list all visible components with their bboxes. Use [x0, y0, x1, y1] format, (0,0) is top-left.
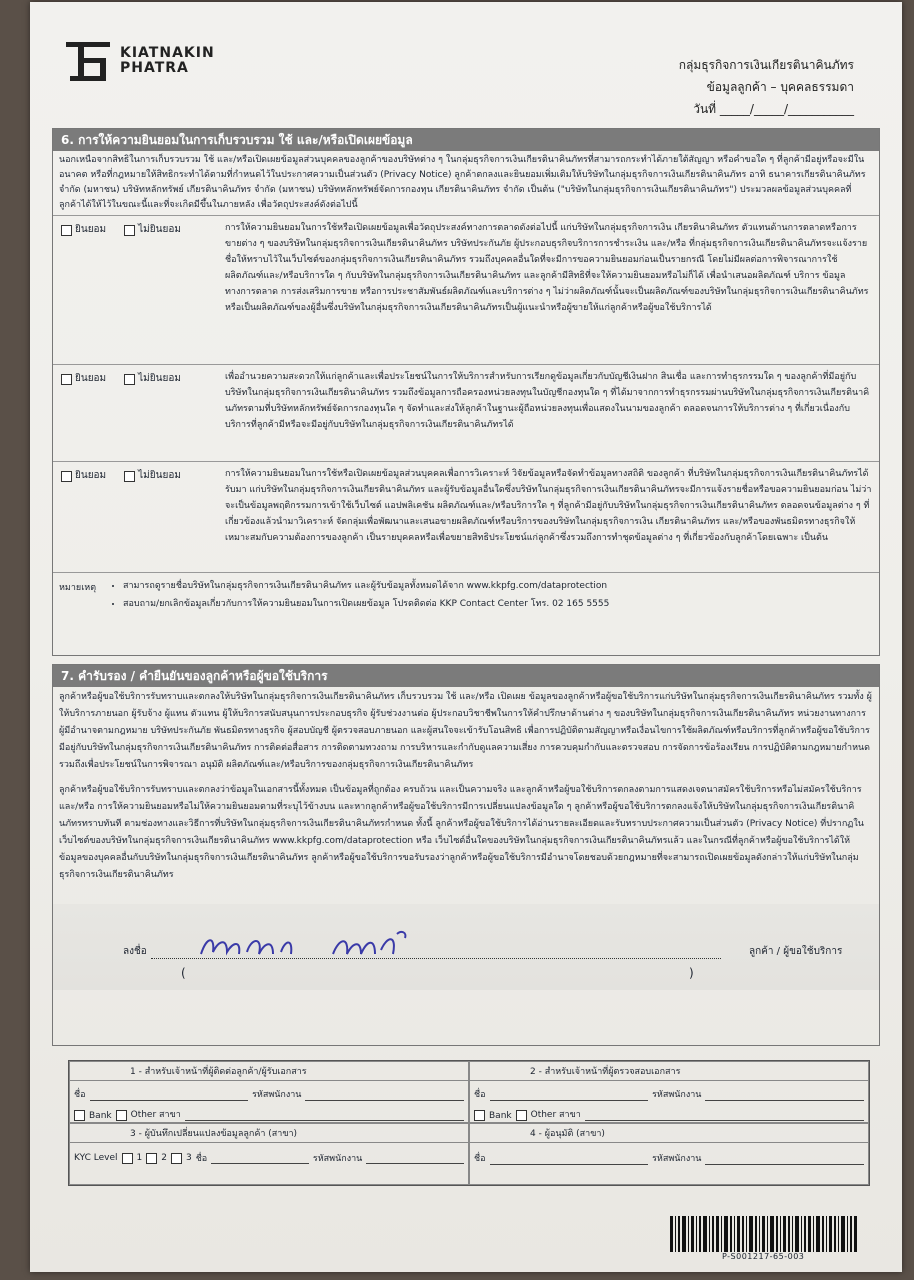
brand-logo [64, 38, 215, 84]
signature-area [53, 904, 879, 990]
staff-code-field[interactable] [705, 1090, 864, 1101]
sign-label: ลงชื่อ [123, 946, 147, 957]
checkbox-icon [124, 374, 135, 385]
notes-label: หมายเหตุ [59, 583, 97, 593]
other-branch-checkbox[interactable] [116, 1110, 127, 1121]
consent-label: ยินยอม [75, 470, 107, 481]
kyc-level-2-checkbox[interactable] [146, 1153, 157, 1164]
decline-checkbox[interactable] [124, 468, 181, 484]
form-header [679, 54, 854, 120]
section-6-consent [52, 128, 880, 656]
decline-label: ไม่ยินยอม [138, 470, 181, 481]
decline-checkbox[interactable] [124, 371, 181, 387]
staff-code-field[interactable] [705, 1154, 864, 1165]
form-title: ข้อมูลลูกค้า – บุคคลธรรมดา [706, 80, 854, 94]
staff-box-2-title: 2 - สำหรับเจ้าหน้าที่ผู้ตรวจสอบเอกสาร [470, 1062, 868, 1081]
consent-text-account-info: เพื่ออำนวยความสะดวกให้แก่ลูกค้าและเพื่อประโยชน์ในการให้บริการสำหรับการเรียกดูข้อมูลเกี่ยวกับบัญชีเงินฝาก สินเชื่อ และการทำธุรกรรมใด ๆ ของลูกค้าที่มีอยู่กับบริษัทในกลุ่มธุรกิจการเงินเกียรตินาคินภัทร รวมถึงข้อมูลการถือครองหน่วยลงทุนในบัญชีกองทุนใด ๆ ที่ได้มาจากการทำธุรกรรมผ่านบริษัทในกลุ่มธุรกิจการเงินเกียรตินาคินภัทรตามที่บริษัทหลักทรัพย์จัดการกองทุนใด ๆ จัดทำและส่งให้ลูกค้าในฐานะผู้ถือหน่วยลงทุนเพื่อแสดงในนามของลูกค้า ตลอดจนการให้บริการต่าง ๆ ที่เกี่ยวเนื่องกับบริการที่ลูกค้ามีหรือจะมีอยู่กับบริษัทในกลุ่มธุรกิจการเงินเกียรตินาคินภัทรได้ [225, 372, 870, 430]
staff-box-1 [69, 1061, 469, 1123]
brand-line-1: KIATNAKIN [120, 45, 215, 61]
consent-row-analytics [53, 461, 879, 572]
decline-label: ไม่ยินยอม [138, 373, 181, 384]
date-field[interactable]: วันที่ _____/_____/___________ [693, 102, 854, 116]
kyc-level-1-label: 1 [136, 1153, 143, 1163]
note-item: • สามารถดูรายชื่อบริษัทในกลุ่มธุรกิจการเงินเกียรตินาคินภัทร และผู้รับข้อมูลทั้งหมดได้จาก www.kkpfg.com/dataprotection [123, 577, 873, 595]
kkp-logo-icon [64, 38, 112, 84]
section-6-notes [53, 572, 879, 615]
decline-label: ไม่ยินยอม [138, 224, 181, 235]
staff-box-3-title: 3 - ผู้บันทึกเปลี่ยนแปลงข้อมูลลูกค้า (สาขา) [70, 1124, 468, 1143]
consent-label: ยินยอม [75, 224, 107, 235]
kyc-level-label: KYC Level [74, 1153, 118, 1163]
checkbox-icon [61, 374, 72, 385]
kyc-level-3-label: 3 [185, 1153, 192, 1163]
brand-line-2: PHATRA [120, 60, 189, 76]
consent-text-marketing: การให้ความยินยอมในการใช้หรือเปิดเผยข้อมูลเพื่อวัตถุประสงค์ทางการตลาดดังต่อไปนี้ แก่บริษัทในกลุ่มธุรกิจการเงิน เกียรตินาคินภัทร ตัวแทนด้านการตลาดหรือการขายต่าง ๆ ของบริษัทในกลุ่มธุรกิจการเงินเกียรตินาคินภัทร บริษัทประกันภัย ผู้ประกอบธุรกิจบริการการชำระเงิน และ/หรือ ที่กลุ่มธุรกิจการเงินเกียรตินาคินภัทรจะแจ้งรายชื่อให้ทราบไว้ในเว็บไซต์ของกลุ่มธุรกิจการเงินเกียรตินาคินภัทร รวมถึงบุคคลอื่นใดที่จะมีการขอความยินยอมก่อนเป็นรายกรณี โดยไม่มีผลต่อการพิจารณาการใช้ผลิตภัณฑ์และ/หรือบริการใด ๆ กับบริษัทในกลุ่มธุรกิจการเงินเกียรตินาคินภัทร และลูกค้ามีสิทธิที่จะให้ความยินยอมหรือไม่ก็ได้ เพื่อนำเสนอผลิตภัณฑ์ บริการ ข้อมูลทางการตลาด การส่งเสริมการขาย หรือการประชาสัมพันธ์ผลิตภัณฑ์และบริการต่าง ๆ ไม่ว่าผลิตภัณฑ์นั้นจะเป็นผลิตภัณฑ์ของบริษัทในกลุ่มธุรกิจการเงินเกียรตินาคินภัทร หรือเป็นผลิตภัณฑ์ของผู้อื่นซึ่งบริษัทในกลุ่มธุรกิจการเงินเกียรตินาคินภัทรเป็นผู้แนะนำหรือผู้ขายให้แก่ลูกค้าหรือผู้ขอใช้บริการได้ [225, 223, 869, 313]
staff-box-1-title: 1 - สำหรับเจ้าหน้าที่ผู้ติดต่อลูกค้า/ผู้รับเอกสาร [70, 1062, 468, 1081]
other-branch-label: Other สาขา [130, 1110, 181, 1120]
section-6-title: 6. การให้ความยินยอมในการเก็บรวบรวม ใช้ และ/หรือเปิดเผยข้อมูล [53, 129, 879, 151]
consent-label: ยินยอม [75, 373, 107, 384]
signer-role: ลูกค้า / ผู้ขอใช้บริการ [749, 946, 843, 957]
other-branch-checkbox[interactable] [516, 1110, 527, 1121]
staff-code-label: รหัสพนักงาน [252, 1090, 302, 1100]
checkbox-icon [61, 471, 72, 482]
staff-code-field[interactable] [305, 1090, 464, 1101]
name-field[interactable] [90, 1090, 249, 1101]
handwritten-signature [193, 926, 433, 966]
consent-checkbox[interactable] [61, 468, 106, 484]
staff-box-2 [469, 1061, 869, 1123]
kyc-level-2-label: 2 [161, 1153, 167, 1163]
name-field[interactable] [490, 1090, 649, 1101]
name-label: ชื่อ [195, 1154, 208, 1164]
consent-checkbox[interactable] [61, 222, 106, 238]
checkbox-icon [61, 225, 72, 236]
group-name: กลุ่มธุรกิจการเงินเกียรตินาคินภัทร [678, 58, 854, 72]
name-field[interactable] [490, 1154, 649, 1165]
staff-code-field[interactable] [366, 1153, 464, 1164]
form-page [30, 2, 902, 1272]
staff-box-4-title: 4 - ผู้อนุมัติ (สาขา) [470, 1124, 868, 1143]
section-6-intro: นอกเหนือจากสิทธิในการเก็บรวบรวม ใช้ และ/หรือเปิดเผยข้อมูลส่วนบุคคลของลูกค้าของบริษัทต่าง ๆ ในกลุ่มธุรกิจการเงินเกียรตินาคินภัทรที่สามารถกระทำได้ภายใต้สัญญา หรือคำขอใด ๆ ที่ลูกค้ามีอยู่หรือจะมีในอนาคต หรือที่กฎหมายให้สิทธิกระทำได้ตามที่กำหนดไว้ในประกาศความเป็นส่วนตัว (Privacy Notice) ลูกค้าตกลงและยินยอมเพิ่มเติมให้บริษัทในกลุ่มธุรกิจการเงินเกียรตินาคินภัทร อาทิ ธนาคารเกียรตินาคินภัทร จำกัด (มหาชน) บริษัทหลักทรัพย์ เกียรตินาคินภัทร จำกัด (มหาชน) บริษัทหลักทรัพย์จัดการกองทุน เกียรตินาคินภัทร จำกัด เป็นต้น ("บริษัทในกลุ่มธุรกิจการเงินเกียรตินาคินภัทร") ประมวลผลข้อมูลส่วนบุคคลที่ลูกค้าได้ให้ไว้ในขณะนี้และที่จะเกิดมีขึ้นในภายหลัง เพื่อวัตถุประสงค์ดังต่อไปนี้ [59, 155, 866, 210]
declaration-paragraph-1: ลูกค้าหรือผู้ขอใช้บริการรับทราบและตกลงให้บริษัทในกลุ่มธุรกิจการเงินเกียรตินาคินภัทร เก็บรวบรวม ใช้ และ/หรือ เปิดเผย ข้อมูลของลูกค้าหรือผู้ขอใช้บริการแก่บริษัทในกลุ่มธุรกิจการเงินเกียรตินาคินภัทร รวมทั้ง ผู้ให้บริการภายนอก ผู้รับจ้าง ผู้แทน ตัวแทน ผู้ให้บริการสนับสนุนการประกอบธุรกิจ ผู้รับช่วงงานต่อ ผู้ประกอบวิชาชีพในการให้คำปรึกษาด้านต่าง ๆ ของบริษัทในกลุ่มธุรกิจการเงินเกียรตินาคินภัทร หน่วยงานทางการ ผู้มีอำนาจตามกฎหมาย บริษัทประกันภัย พันธมิตรทางธุรกิจ ผู้สอบบัญชี ผู้ตรวจสอบภายนอก และผู้สนใจจะเข้ารับโอนสิทธิ เพื่อการปฏิบัติตามสัญญาหรือเงื่อนไขการใช้ผลิตภัณฑ์หรือบริการที่ลูกค้าหรือผู้ขอใช้บริการมีอยู่กับบริษัทในกลุ่มธุรกิจการเงินเกียรตินาคินภัทร การติดต่อสื่อสาร การติดตามทวงถาม การบริหารและกำกับดูแลความเสี่ยง การควบคุมกำกับและตรวจสอบ การจัดการข้อร้องเรียน การปฏิบัติตามกฎหมายกำหนด รวมถึงเพื่อประโยชน์ในการพิจารณา อนุมัติ ผลิตภัณฑ์และ/หรือบริการของกลุ่มธุรกิจการเงินเกียรตินาคินภัทร [59, 692, 872, 770]
other-branch-label: Other สาขา [530, 1110, 581, 1120]
note-item: • สอบถาม/ยกเลิกข้อมูลเกี่ยวกับการให้ความยินยอมในการเปิดเผยข้อมูล โปรดติดต่อ KKP Contact Center โทร. 02 165 5555 [123, 595, 873, 613]
name-label: ชื่อ [474, 1154, 486, 1164]
decline-checkbox[interactable] [124, 222, 181, 238]
consent-row-account-info [53, 364, 879, 461]
staff-box-3 [69, 1123, 469, 1185]
name-label: ชื่อ [474, 1090, 486, 1100]
printed-name-open: ( [181, 966, 186, 980]
barcode-icon [670, 1216, 860, 1252]
name-field[interactable] [211, 1153, 309, 1164]
bank-label: Bank [89, 1111, 112, 1121]
section-7-title: 7. คำรับรอง / คำยืนยันของลูกค้าหรือผู้ขอใช้บริการ [53, 665, 879, 687]
consent-checkbox[interactable] [61, 371, 106, 387]
bank-label: Bank [489, 1111, 512, 1121]
staff-use-table [68, 1060, 870, 1186]
form-code: P-S001217-65-003 [722, 1252, 805, 1261]
staff-code-label: รหัสพนักงาน [652, 1154, 702, 1164]
staff-code-label: รหัสพนักงาน [652, 1090, 702, 1100]
kyc-level-3-checkbox[interactable] [171, 1153, 182, 1164]
section-7-declaration [52, 664, 880, 1046]
section-7-body [53, 687, 879, 894]
staff-box-4 [469, 1123, 869, 1185]
printed-name-close: ) [689, 966, 694, 980]
kyc-level-1-checkbox[interactable] [122, 1153, 133, 1164]
consent-text-analytics: การให้ความยินยอมในการใช้หรือเปิดเผยข้อมูลส่วนบุคคลเพื่อการวิเคราะห์ วิจัยข้อมูลหรือจัดทำข้อมูลทางสถิติ ของลูกค้า ที่บริษัทในกลุ่มธุรกิจการเงินเกียรตินาคินภัทรได้รับมา แก่บริษัทในกลุ่มธุรกิจการเงินเกียรตินาคินภัทร และผู้รับข้อมูลอื่นใดซึ่งบริษัทในกลุ่มธุรกิจการเงินเกียรตินาคินภัทรจะมีการแจ้งรายชื่อหรือขอความยินยอมก่อน ไม่ว่าจะเป็นข้อมูลพฤติกรรมการเข้าใช้เว็บไซต์ แอปพลิเคชัน ผลิตภัณฑ์และ/หรือบริการใด ๆ ที่ลูกค้ามีอยู่กับบริษัทในกลุ่มธุรกิจการเงินเกียรตินาคินภัทร ตลอดจนข้อมูลต่าง ๆ ที่เกี่ยวข้องแล้วนำมาวิเคราะห์ จัดกลุ่มเพื่อพัฒนาและเสนอขายผลิตภัณฑ์หรือบริการของบริษัทในกลุ่มธุรกิจการเงิน เกียรตินาคินภัทร และ/หรือของพันธมิตรทางธุรกิจให้เหมาะสมกับความต้องการของลูกค้า เป็นรายบุคคลหรือเพื่อขยายสิทธิประโยชน์แก่ลูกค้าซึ่งรวมถึงการทำชุดข้อมูลต่าง ๆ ที่เกี่ยวข้องกับลูกค้าโดยเฉพาะ เป็นต้น [225, 469, 872, 543]
staff-code-label: รหัสพนักงาน [312, 1154, 363, 1164]
name-label: ชื่อ [74, 1090, 86, 1100]
checkbox-icon [124, 471, 135, 482]
bank-checkbox[interactable] [474, 1110, 485, 1121]
branch-field[interactable] [585, 1110, 864, 1121]
branch-field[interactable] [185, 1110, 464, 1121]
checkbox-icon [124, 225, 135, 236]
consent-row-marketing [53, 215, 879, 364]
brand-name [120, 46, 215, 76]
bank-checkbox[interactable] [74, 1110, 85, 1121]
declaration-paragraph-2: ลูกค้าหรือผู้ขอใช้บริการรับทราบและตกลงว่าข้อมูลในเอกสารนี้ทั้งหมด เป็นข้อมูลที่ถูกต้อง ครบถ้วน และเป็นความจริง และลูกค้าหรือผู้ขอใช้บริการตกลงตามการแสดงเจตนาสมัครใช้บริการหรือไม่สมัครใช้บริการ และ/หรือ การให้ความยินยอมหรือไม่ให้ความยินยอมตามที่ระบุไว้ข้างบน และหากลูกค้าหรือผู้ขอใช้บริการมีการเปลี่ยนแปลงข้อมูลใด ๆ ลูกค้าหรือผู้ขอใช้บริการตกลงแจ้งให้บริษัทในกลุ่มธุรกิจการเงินเกียรตินาคินภัทรทราบทันที ตามช่องทางและวิธีการที่บริษัทในกลุ่มธุรกิจการเงินเกียรตินาคินภัทรกำหนด ทั้งนี้ ลูกค้าหรือผู้ขอใช้บริการได้อ่านรายละเอียดและรับทราบประกาศความเป็นส่วนตัว (Privacy Notice) ที่ปรากฏในเว็บไซต์ของบริษัทในกลุ่มธุรกิจการเงินเกียรตินาคินภัทร www.kkpfg.com/dataprotection หรือ เว็บไซต์อื่นใดของบริษัทในกลุ่มธุรกิจการเงินเกียรตินาคินภัทรแล้ว และในกรณีที่ลูกค้าหรือผู้ขอใช้บริการได้ให้ข้อมูลของบุคคลอื่นกับบริษัทในกลุ่มธุรกิจการเงินเกียรตินาคินภัทร ลูกค้าหรือผู้ขอใช้บริการขอรับรองว่าลูกค้าหรือผู้ขอใช้บริการมีอำนาจโดยชอบด้วยกฎหมายที่จะสามารถเปิดเผยข้อมูลดังกล่าวให้แก่บริษัทในกลุ่มธุรกิจการเงินเกียรตินาคินภัทร [59, 785, 864, 880]
